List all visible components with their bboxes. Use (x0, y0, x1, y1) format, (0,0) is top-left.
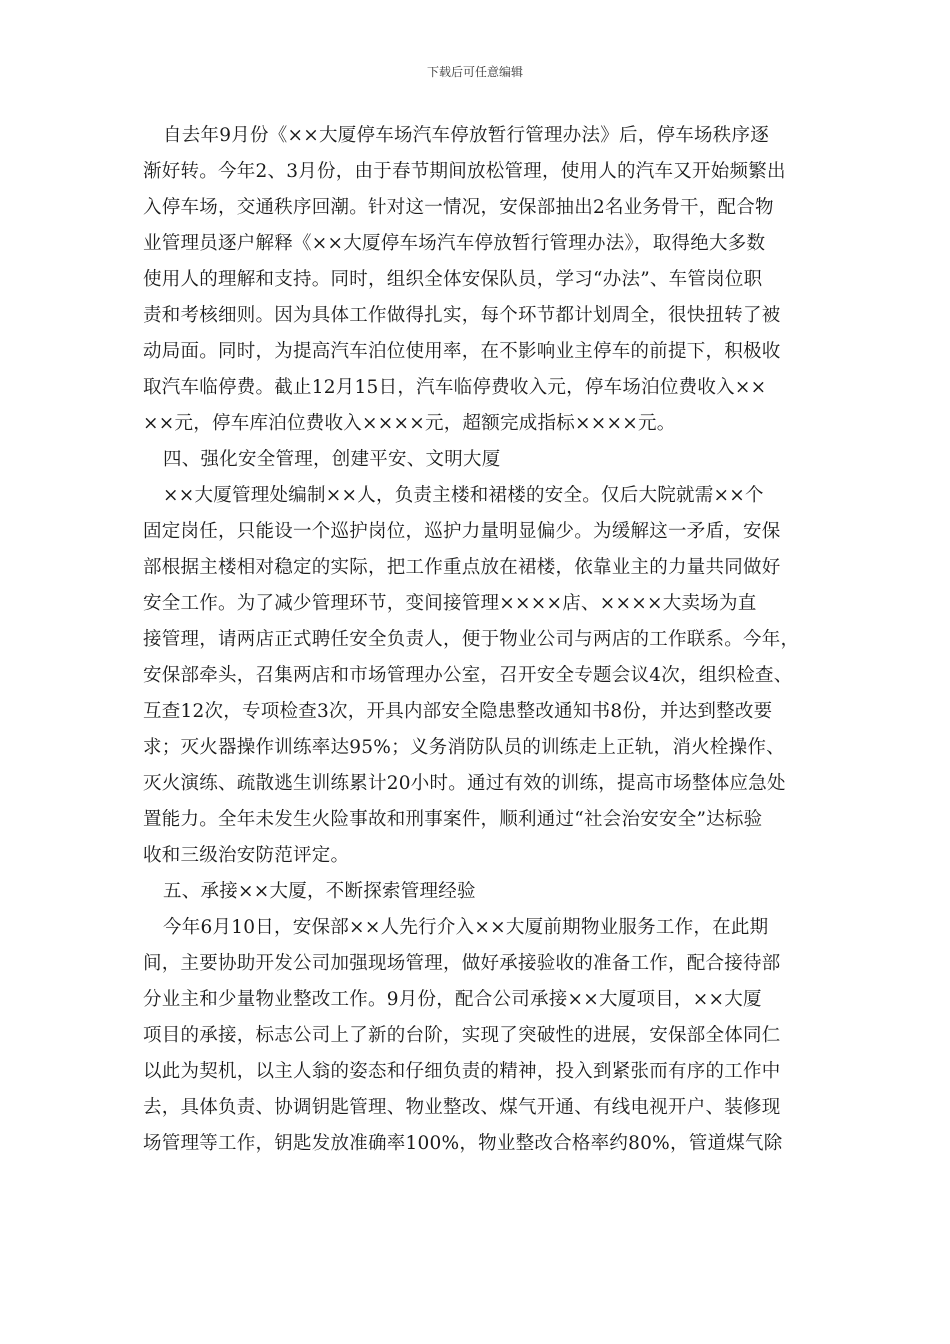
text-line: 以此为契机，以主人翁的姿态和仔细负责的精神，投入到紧张而有序的工作中 (143, 1061, 781, 1082)
text-line: 接管理，请两店正式聘任安全负责人，便于物业公司与两店的工作联系。今年， (143, 629, 800, 650)
text-line: 责和考核细则。因为具体工作做得扎实，每个环节都计划周全，很快扭转了被 (143, 305, 781, 326)
text-line: 求；灭火器操作训练率达95%；义务消防队员的训练走上正轨，消火栓操作、 (143, 737, 785, 758)
text-line: ××元，停车库泊位费收入××××元，超额完成指标××××元。 (143, 413, 676, 434)
text-line: 去，具体负责、协调钥匙管理、物业整改、煤气开通、有线电视开户、装修现 (143, 1097, 781, 1118)
text-line: 置能力。全年未发生火险事故和刑事案件，顺利通过“社会治安安全”达标验 (143, 809, 763, 830)
document-body (143, 118, 809, 1162)
text-line: 四、强化安全管理，创建平安、文明大厦 (163, 449, 501, 470)
text-line: 自去年9月份《××大厦停车场汽车停放暂行管理办法》后，停车场秩序逐 (163, 125, 770, 146)
text-line: 固定岗任，只能设一个巡护岗位，巡护力量明显偏少。为缓解这一矛盾，安保 (143, 521, 781, 542)
page-header: 下载后可任意编辑 (426, 65, 523, 79)
text-line: 入停车场，交通秩序回潮。针对这一情况，安保部抽出2名业务骨干，配合物 (143, 197, 774, 218)
text-line: 渐好转。今年2、3月份，由于春节期间放松管理，使用人的汽车又开始频繁出 (143, 161, 786, 182)
text-line: 灭火演练、疏散逃生训练累计20小时。通过有效的训练，提高市场整体应急处 (143, 773, 786, 794)
text-line: 今年6月10日，安保部××人先行介入××大厦前期物业服务工作，在此期 (163, 917, 769, 938)
text-line: ××大厦管理处编制××人，负责主楼和裙楼的安全。仅后大院就需××个 (163, 485, 764, 506)
text-line: 部根据主楼相对稳定的实际，把工作重点放在裙楼，依靠业主的力量共同做好 (143, 557, 781, 578)
text-line: 五、承接××大厦，不断探索管理经验 (163, 881, 476, 902)
text-line: 场管理等工作，钥匙发放准确率100%，物业整改合格率约80%，管道煤气除 (143, 1133, 783, 1154)
text-line: 使用人的理解和支持。同时，组织全体安保队员，学习“办法”、车管岗位职 (143, 269, 763, 290)
text-line: 项目的承接，标志公司上了新的台阶，实现了突破性的进展，安保部全体同仁 (143, 1025, 781, 1046)
text-line: 分业主和少量物业整改工作。9月份，配合公司承接××大厦项目，××大厦 (143, 989, 762, 1010)
text-line: 间，主要协助开发公司加强现场管理，做好承接验收的准备工作，配合接待部 (143, 953, 781, 974)
text-line: 业管理员逐户解释《××大厦停车场汽车停放暂行管理办法》，取得绝大多数 (143, 233, 766, 254)
text-line: 动局面。同时，为提高汽车泊位使用率，在不影响业主停车的前提下，积极收 (143, 341, 781, 362)
text-line: 安保部牵头，召集两店和市场管理办公室，召开安全专题会议4次，组织检查、 (143, 665, 793, 686)
text-line: 取汽车临停费。截止12月15日，汽车临停费收入元，停车场泊位费收入×× (143, 377, 767, 398)
text-line: 安全工作。为了减少管理环节，变间接管理××××店、××××大卖场为直 (143, 593, 757, 614)
text-line: 互查12次，专项检查3次，开具内部安全隐患整改通知书8份，并达到整改要 (143, 701, 773, 722)
text-line: 收和三级治安防范评定。 (143, 845, 350, 866)
